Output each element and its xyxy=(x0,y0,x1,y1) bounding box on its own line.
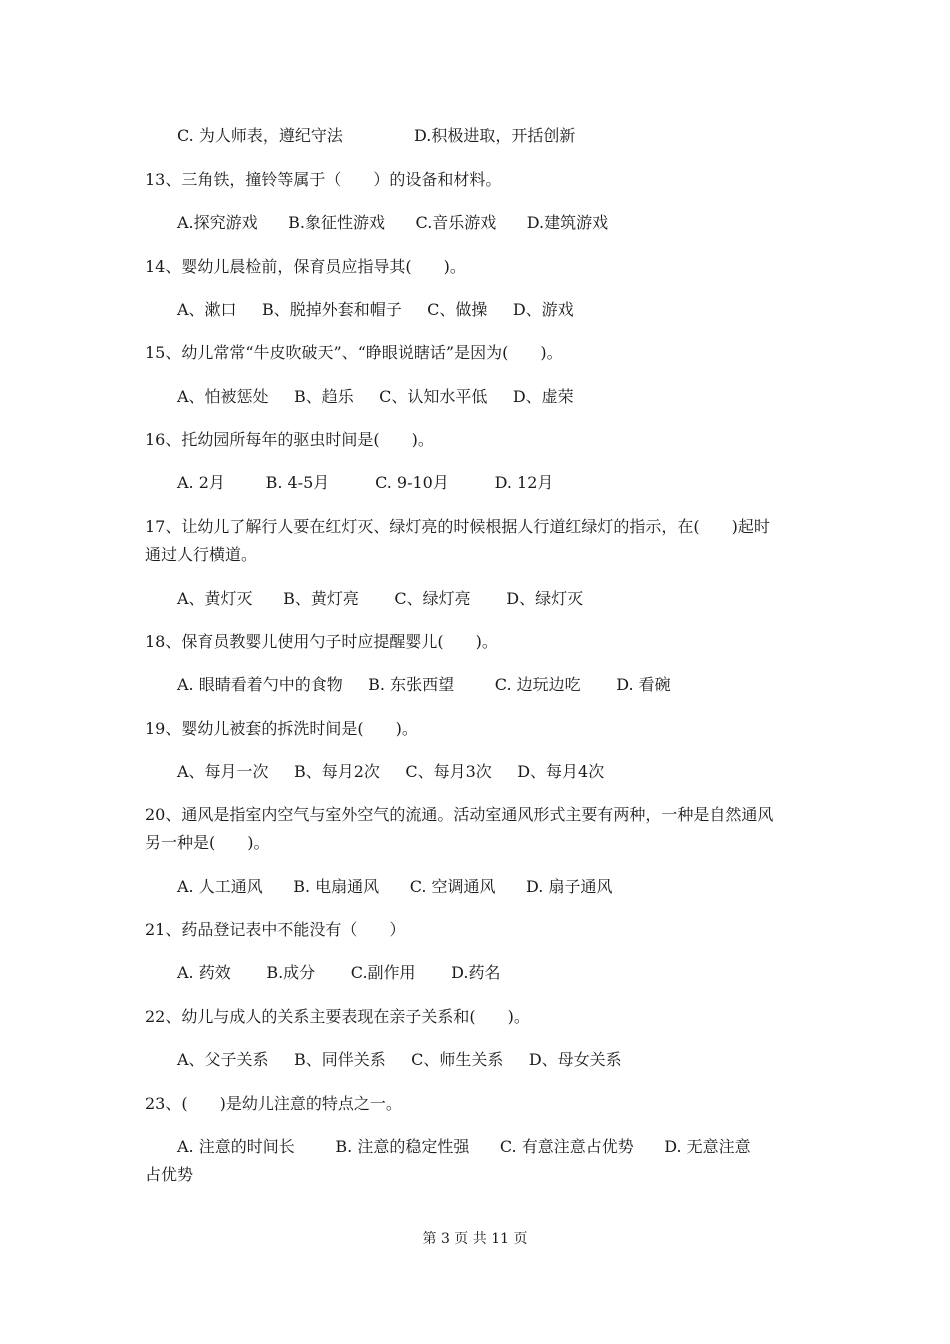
q19-options: A、每月一次 B、每月2次 C、每月3次 D、每月4次 xyxy=(177,762,605,781)
question-13: 13、三角铁，撞铃等属于（ ）的设备和材料。 xyxy=(145,170,502,189)
q22-options: A、父子关系 B、同伴关系 C、师生关系 D、母女关系 xyxy=(177,1050,622,1069)
question-15: 15、幼儿常常“牛皮吹破天”、“睁眼说瞎话”是因为( )。 xyxy=(145,343,563,362)
q16-options: A. 2月 B. 4-5月 C. 9-10月 D. 12月 xyxy=(177,473,554,492)
question-23: 23、( )是幼儿注意的特点之一。 xyxy=(145,1094,402,1113)
q14-options: A、漱口 B、脱掉外套和帽子 C、做操 D、游戏 xyxy=(177,300,574,319)
q23-options-continued: 占优势 xyxy=(145,1165,194,1184)
question-14: 14、婴幼儿晨检前，保育员应指导其( )。 xyxy=(145,257,466,276)
question-17-continued: 通过人行横道。 xyxy=(145,545,258,564)
question-20-continued: 另一种是( )。 xyxy=(145,833,270,852)
question-22: 22、幼儿与成人的关系主要表现在亲子关系和( )。 xyxy=(145,1007,530,1026)
q13-options: A.探究游戏 B.象征性游戏 C.音乐游戏 D.建筑游戏 xyxy=(177,213,609,232)
question-16: 16、托幼园所每年的驱虫时间是( )。 xyxy=(145,430,434,449)
question-19: 19、婴幼儿被套的拆洗时间是( )。 xyxy=(145,719,418,738)
question-21: 21、药品登记表中不能没有（ ） xyxy=(145,920,406,939)
q21-options: A. 药效 B.成分 C.副作用 D.药名 xyxy=(177,963,501,982)
question-18: 18、保育员教婴儿使用勺子时应提醒婴儿( )。 xyxy=(145,632,498,651)
page-footer: 第 3 页 共 11 页 xyxy=(422,1231,528,1247)
q18-options: A. 眼睛看着勺中的食物 B. 东张西望 C. 边玩边吃 D. 看碗 xyxy=(177,675,671,694)
q15-options: A、怕被惩处 B、趋乐 C、认知水平低 D、虚荣 xyxy=(177,387,574,406)
q20-options: A. 人工通风 B. 电扇通风 C. 空调通风 D. 扇子通风 xyxy=(177,877,613,896)
question-17: 17、让幼儿了解行人要在红灯灭、绿灯亮的时候根据人行道红绿灯的指示，在( )起时 xyxy=(145,517,770,536)
question-20: 20、通风是指室内空气与室外空气的流通。活动室通风形式主要有两种，一种是自然通风 xyxy=(145,805,774,824)
q17-options: A、黄灯灭 B、黄灯亮 C、绿灯亮 D、绿灯灭 xyxy=(177,589,584,608)
q12-options-continued: C. 为人师表，遵纪守法 D.积极进取，开括创新 xyxy=(177,126,576,145)
q23-options: A. 注意的时间长 B. 注意的稳定性强 C. 有意注意占优势 D. 无意注意 xyxy=(177,1137,751,1156)
